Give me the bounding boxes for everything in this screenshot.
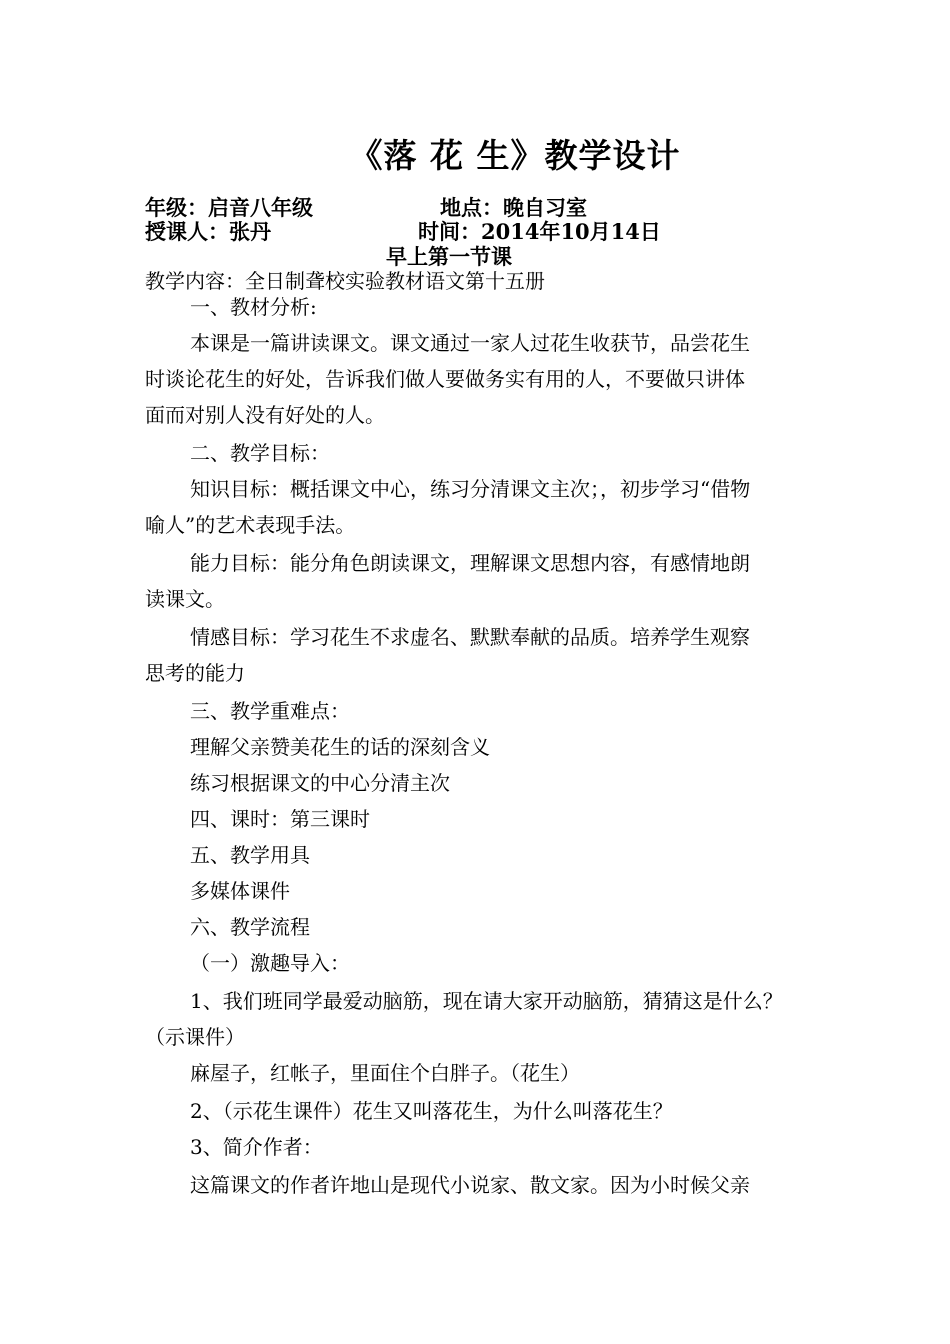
section-heading-process: 六、教学流程	[190, 915, 310, 939]
paragraph-line: 练习根据课文的中心分清主次	[190, 771, 450, 795]
section-heading-goals: 二、教学目标：	[190, 441, 330, 465]
paragraph-line: 喻人”的艺术表现手法。	[145, 513, 356, 537]
paragraph-line: 情感目标：学习花生不求虚名、默默奉献的品质。培养学生观察	[190, 625, 750, 649]
paragraph-line: 思考的能力	[145, 661, 245, 685]
paragraph-line: 麻屋子，红帐子，里面住个白胖子。（花生）	[190, 1061, 580, 1085]
teaching-content-line: 教学内容：全日制聋校实验教材语文第十五册	[145, 269, 545, 293]
paragraph-line: 面而对别人没有好处的人。	[145, 403, 385, 427]
document-title: 《落 花 生》教学设计	[349, 136, 681, 175]
paragraph-line: 3、简介作者：	[190, 1135, 323, 1159]
paragraph-line: 时谈论花生的好处，告诉我们做人要做务实有用的人，不要做只讲体	[145, 367, 745, 391]
section-heading-periods: 四、课时：第三课时	[190, 807, 370, 831]
paragraph-line: 知识目标：概括课文中心，练习分清课文主次；，初步学习“借物	[190, 477, 751, 501]
subsection-heading: （一）激趣导入：	[190, 951, 350, 975]
paragraph-line: （示课件）	[145, 1025, 245, 1049]
paragraph-line: 这篇课文的作者许地山是现代小说家、散文家。因为小时候父亲	[190, 1173, 750, 1197]
period-label: 早上第一节课	[386, 244, 512, 269]
grade-label: 年级：启音八年级	[145, 195, 313, 220]
paragraph-line: 能力目标：能分角色朗读课文，理解课文思想内容，有感情地朗	[190, 551, 750, 575]
section-heading-key-points: 三、教学重难点：	[190, 699, 350, 723]
section-heading-material: 一、教材分析:	[190, 295, 317, 319]
section-heading-tools: 五、教学用具	[190, 843, 310, 867]
paragraph-line: 理解父亲赞美花生的话的深刻含义	[190, 735, 490, 759]
teacher-label: 授课人：张丹	[145, 219, 271, 244]
location-label: 地点：晚自习室	[440, 195, 587, 220]
paragraph-line: 本课是一篇讲读课文。课文通过一家人过花生收获节，品尝花生	[190, 331, 750, 355]
paragraph-line: 2、（示花生课件）花生又叫落花生，为什么叫落花生？	[190, 1099, 673, 1123]
paragraph-line: 多媒体课件	[190, 879, 290, 903]
time-label: 时间：2014年10月14日	[418, 219, 661, 244]
paragraph-line: 读课文。	[145, 587, 225, 611]
paragraph-line: 1、我们班同学最爱动脑筋，现在请大家开动脑筋，猜猜这是什么？	[190, 989, 783, 1013]
